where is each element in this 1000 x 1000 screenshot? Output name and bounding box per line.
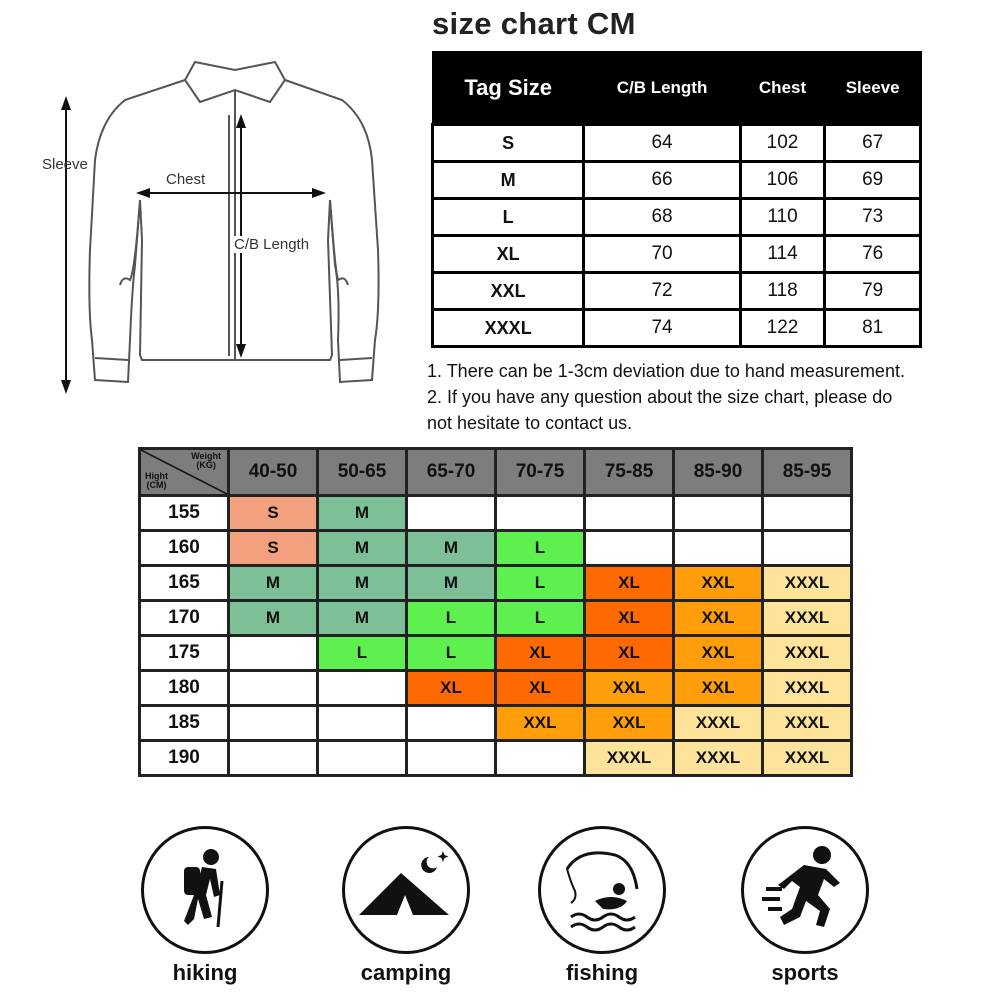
tag-size-cell: XXXL: [433, 310, 584, 347]
size-recommendation-cell: XXXL: [763, 706, 852, 741]
height-cell: 160: [140, 531, 229, 566]
size-recommendation-cell: XXXL: [763, 636, 852, 671]
height-cell: 180: [140, 671, 229, 706]
length-label: C/B Length: [234, 236, 310, 253]
weight-header-cell: 85-95: [763, 449, 852, 496]
sleeve-cell: 81: [825, 310, 921, 347]
length-cell: 70: [584, 236, 740, 273]
size-recommendation-cell: XXXL: [763, 671, 852, 706]
height-weight-table: [138, 447, 853, 777]
hiking-label: hiking: [172, 960, 238, 985]
size-recommendation-cell: [229, 741, 318, 776]
tag-table-row: [433, 162, 921, 199]
camping-icon: [342, 826, 470, 954]
size-recommendation-cell: XXXL: [763, 741, 852, 776]
sleeve-cell: 69: [825, 162, 921, 199]
size-recommendation-cell: XXXL: [763, 566, 852, 601]
sleeve-header: Sleeve: [825, 52, 921, 125]
size-recommendation-cell: [585, 496, 674, 531]
chest-cell: 118: [740, 273, 825, 310]
size-recommendation-cell: XL: [407, 671, 496, 706]
tag-table-row: [433, 273, 921, 310]
chest-header: Chest: [740, 52, 825, 125]
tag-table-row: [433, 125, 921, 162]
weight-header-cell: 65-70: [407, 449, 496, 496]
size-recommendation-cell: XXXL: [674, 706, 763, 741]
size-recommendation-cell: [229, 671, 318, 706]
fit-table-row: [140, 496, 852, 531]
size-recommendation-cell: [407, 496, 496, 531]
note-line-1: 1. There can be 1-3cm deviation due to hand measurement.: [427, 361, 905, 381]
height-cell: 190: [140, 741, 229, 776]
weight-header-cell: 40-50: [229, 449, 318, 496]
size-recommendation-cell: [674, 531, 763, 566]
tag-size-cell: XL: [433, 236, 584, 273]
sleeve-cell: 67: [825, 125, 921, 162]
size-recommendation-cell: [229, 636, 318, 671]
size-recommendation-cell: XXL: [674, 601, 763, 636]
tag-table-header-row: [433, 52, 921, 125]
size-recommendation-cell: [496, 496, 585, 531]
chest-cell: 114: [740, 236, 825, 273]
size-recommendation-cell: [674, 496, 763, 531]
height-cell: 185: [140, 706, 229, 741]
size-recommendation-cell: XXL: [674, 671, 763, 706]
sleeve-cell: 76: [825, 236, 921, 273]
size-recommendation-cell: XXXL: [763, 601, 852, 636]
corner-header-cell: [140, 449, 229, 496]
shirt-outline-icon: [20, 40, 420, 420]
camping-label: camping: [360, 960, 452, 985]
tag-size-cell: M: [433, 162, 584, 199]
size-recommendation-cell: [407, 741, 496, 776]
weight-header-cell: 75-85: [585, 449, 674, 496]
size-recommendation-cell: M: [318, 496, 407, 531]
size-recommendation-cell: [496, 741, 585, 776]
size-recommendation-cell: [407, 706, 496, 741]
length-cell: 66: [584, 162, 740, 199]
tag-size-cell: L: [433, 199, 584, 236]
size-recommendation-cell: M: [318, 566, 407, 601]
chest-cell: 122: [740, 310, 825, 347]
tag-size-header: Tag Size: [433, 52, 584, 125]
fishing-icon: [538, 826, 666, 954]
fit-table-row: [140, 566, 852, 601]
fit-table-row: [140, 636, 852, 671]
activity-sports: [740, 826, 870, 986]
shirt-measurement-diagram: [20, 40, 420, 420]
size-recommendation-cell: XXL: [496, 706, 585, 741]
sports-icon: [741, 826, 869, 954]
weight-header-cell: 70-75: [496, 449, 585, 496]
fit-table-row: [140, 601, 852, 636]
size-recommendation-cell: XL: [585, 636, 674, 671]
size-recommendation-cell: M: [229, 601, 318, 636]
chest-cell: 110: [740, 199, 825, 236]
length-cell: 72: [584, 273, 740, 310]
weight-header-cell: 85-90: [674, 449, 763, 496]
size-recommendation-cell: L: [496, 566, 585, 601]
size-recommendation-cell: XXXL: [585, 741, 674, 776]
size-chart-title: size chart CM: [432, 6, 636, 41]
fit-table-row: [140, 671, 852, 706]
corner-height-label: Hight (CM): [145, 471, 168, 490]
sleeve-label: Sleeve: [42, 156, 88, 173]
tag-size-cell: S: [433, 125, 584, 162]
tag-size-cell: XXL: [433, 273, 584, 310]
size-recommendation-cell: [229, 706, 318, 741]
length-cell: 74: [584, 310, 740, 347]
length-header: C/B Length: [584, 52, 740, 125]
corner-weight-label: Weight (KG): [191, 451, 221, 470]
sleeve-cell: 73: [825, 199, 921, 236]
tag-table-row: [433, 310, 921, 347]
height-cell: 175: [140, 636, 229, 671]
size-recommendation-cell: L: [407, 601, 496, 636]
fit-table-row: [140, 741, 852, 776]
size-recommendation-cell: XXXL: [674, 741, 763, 776]
note-line-2: 2. If you have any question about the size chart, please do: [427, 387, 893, 407]
size-recommendation-cell: XL: [496, 636, 585, 671]
size-recommendation-cell: XXL: [674, 566, 763, 601]
size-recommendation-cell: M: [318, 531, 407, 566]
size-recommendation-cell: XL: [496, 671, 585, 706]
size-recommendation-cell: [318, 671, 407, 706]
length-cell: 64: [584, 125, 740, 162]
weight-header-cell: 50-65: [318, 449, 407, 496]
height-cell: 170: [140, 601, 229, 636]
size-recommendation-cell: L: [318, 636, 407, 671]
size-recommendation-cell: [763, 496, 852, 531]
size-recommendation-cell: XXL: [674, 636, 763, 671]
tag-table-row: [433, 199, 921, 236]
hiking-icon: [141, 826, 269, 954]
size-recommendation-cell: M: [318, 601, 407, 636]
activity-hiking: [140, 826, 270, 986]
length-cell: 68: [584, 199, 740, 236]
activity-fishing: [537, 826, 667, 986]
tag-size-table: [431, 51, 922, 348]
size-recommendation-cell: XL: [585, 566, 674, 601]
size-notes: [427, 358, 967, 436]
sports-label: sports: [771, 960, 839, 985]
tag-table-row: [433, 236, 921, 273]
size-recommendation-cell: [585, 531, 674, 566]
size-recommendation-cell: M: [407, 531, 496, 566]
size-recommendation-cell: L: [496, 601, 585, 636]
fishing-label: fishing: [565, 960, 639, 985]
chest-cell: 106: [740, 162, 825, 199]
activity-camping: [341, 826, 471, 986]
size-recommendation-cell: S: [229, 531, 318, 566]
note-line-3: not hesitate to contact us.: [427, 413, 633, 433]
size-recommendation-cell: XXL: [585, 671, 674, 706]
size-recommendation-cell: L: [496, 531, 585, 566]
size-recommendation-cell: XXL: [585, 706, 674, 741]
fit-table-row: [140, 706, 852, 741]
size-recommendation-cell: [318, 706, 407, 741]
size-recommendation-cell: S: [229, 496, 318, 531]
weight-header-row: [140, 449, 852, 496]
size-recommendation-cell: [763, 531, 852, 566]
size-recommendation-cell: XL: [585, 601, 674, 636]
size-recommendation-cell: [318, 741, 407, 776]
height-cell: 155: [140, 496, 229, 531]
size-recommendation-cell: L: [407, 636, 496, 671]
size-recommendation-cell: M: [407, 566, 496, 601]
chest-cell: 102: [740, 125, 825, 162]
height-cell: 165: [140, 566, 229, 601]
size-recommendation-cell: M: [229, 566, 318, 601]
fit-table-row: [140, 531, 852, 566]
sleeve-cell: 79: [825, 273, 921, 310]
chest-label: Chest: [166, 171, 206, 188]
